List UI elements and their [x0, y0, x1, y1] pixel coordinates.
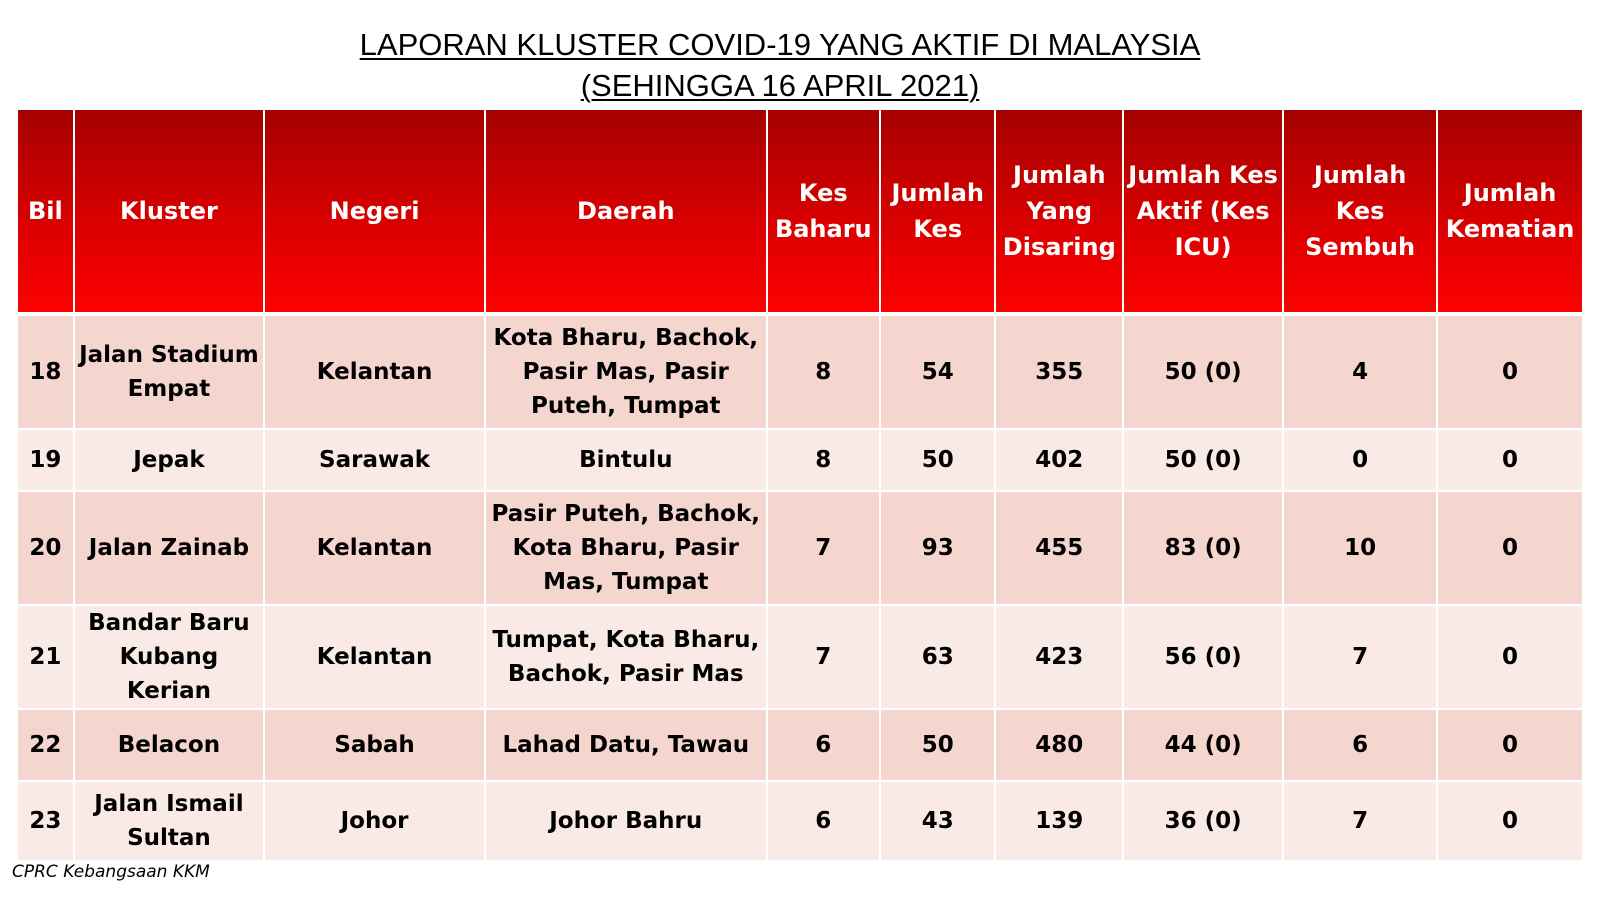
cell-jumlah-kes-sembuh: 0	[1284, 430, 1436, 492]
title-line-2: (SEHINGGA 16 APRIL 2021)	[580, 68, 980, 103]
cell-jumlah-kes: 50	[881, 430, 994, 492]
cell-jumlah-kes-aktif: 50 (0)	[1124, 430, 1282, 492]
cell-jumlah-kes: 50	[881, 710, 994, 782]
cell-daerah: Lahad Datu, Tawau	[486, 710, 766, 782]
cell-jumlah-kes-sembuh: 4	[1284, 316, 1436, 430]
cell-jumlah-disaring: 139	[996, 782, 1122, 862]
cell-daerah: Tumpat, Kota Bharu, Bachok, Pasir Mas	[486, 606, 766, 710]
table-row	[18, 606, 1582, 710]
cell-kluster: Jepak	[75, 430, 263, 492]
cell-kluster: Belacon	[75, 710, 263, 782]
cell-jumlah-kematian: 0	[1438, 316, 1582, 430]
cell-daerah: Pasir Puteh, Bachok, Kota Bharu, Pasir Mas, Tumpat	[486, 492, 766, 606]
header-negeri: Negeri	[265, 110, 484, 316]
cell-negeri: Kelantan	[265, 492, 484, 606]
cell-jumlah-kematian: 0	[1438, 782, 1582, 862]
cell-jumlah-kes-sembuh: 10	[1284, 492, 1436, 606]
cell-kes-baharu: 8	[768, 316, 879, 430]
cell-kes-baharu: 6	[768, 710, 879, 782]
table-row	[18, 710, 1582, 782]
cell-jumlah-kes-sembuh: 7	[1284, 782, 1436, 862]
cell-jumlah-kes-aktif: 36 (0)	[1124, 782, 1282, 862]
cell-jumlah-kematian: 0	[1438, 430, 1582, 492]
cell-kes-baharu: 7	[768, 492, 879, 606]
header-kluster: Kluster	[75, 110, 263, 316]
header-bil: Bil	[18, 110, 73, 316]
cell-bil: 19	[18, 430, 73, 492]
cell-bil: 20	[18, 492, 73, 606]
cell-jumlah-kematian: 0	[1438, 710, 1582, 782]
cell-negeri: Kelantan	[265, 316, 484, 430]
header-jumlah-kes: Jumlah Kes	[881, 110, 994, 316]
cell-daerah: Bintulu	[486, 430, 766, 492]
cell-jumlah-kes-sembuh: 7	[1284, 606, 1436, 710]
table-row	[18, 316, 1582, 430]
cell-jumlah-disaring: 402	[996, 430, 1122, 492]
cell-daerah: Kota Bharu, Bachok, Pasir Mas, Pasir Puteh, Tumpat	[486, 316, 766, 430]
table-header-row	[18, 110, 1582, 316]
cell-kluster: Jalan Ismail Sultan	[75, 782, 263, 862]
title-line-1: LAPORAN KLUSTER COVID-19 YANG AKTIF DI MALAYSIA	[359, 27, 1201, 62]
cell-negeri: Sarawak	[265, 430, 484, 492]
header-jumlah-disaring: Jumlah Yang Disaring	[996, 110, 1122, 316]
cell-bil: 23	[18, 782, 73, 862]
cell-kluster: Jalan Stadium Empat	[75, 316, 263, 430]
header-daerah: Daerah	[486, 110, 766, 316]
cluster-table	[16, 110, 1584, 862]
header-jumlah-kematian: Jumlah Kematian	[1438, 110, 1582, 316]
cell-kes-baharu: 8	[768, 430, 879, 492]
report-title	[0, 24, 1560, 106]
cell-jumlah-kes: 63	[881, 606, 994, 710]
cell-jumlah-kes-aktif: 50 (0)	[1124, 316, 1282, 430]
cell-kluster: Bandar Baru Kubang Kerian	[75, 606, 263, 710]
cell-kes-baharu: 6	[768, 782, 879, 862]
cell-bil: 22	[18, 710, 73, 782]
table-row	[18, 782, 1582, 862]
cell-jumlah-disaring: 455	[996, 492, 1122, 606]
source-footer: CPRC Kebangsaan KKM	[12, 862, 210, 882]
cell-jumlah-kes-aktif: 44 (0)	[1124, 710, 1282, 782]
cell-jumlah-kematian: 0	[1438, 606, 1582, 710]
cell-bil: 18	[18, 316, 73, 430]
cell-jumlah-kes: 54	[881, 316, 994, 430]
header-jumlah-kes-sembuh: Jumlah Kes Sembuh	[1284, 110, 1436, 316]
cell-jumlah-kes-sembuh: 6	[1284, 710, 1436, 782]
cell-negeri: Sabah	[265, 710, 484, 782]
cell-jumlah-kes-aktif: 56 (0)	[1124, 606, 1282, 710]
cell-negeri: Kelantan	[265, 606, 484, 710]
table-row	[18, 492, 1582, 606]
cell-jumlah-kematian: 0	[1438, 492, 1582, 606]
cell-bil: 21	[18, 606, 73, 710]
cell-kluster: Jalan Zainab	[75, 492, 263, 606]
header-kes-baharu: Kes Baharu	[768, 110, 879, 316]
cell-jumlah-disaring: 480	[996, 710, 1122, 782]
cell-daerah: Johor Bahru	[486, 782, 766, 862]
table-row	[18, 430, 1582, 492]
header-jumlah-kes-aktif: Jumlah Kes Aktif (Kes ICU)	[1124, 110, 1282, 316]
cell-jumlah-disaring: 355	[996, 316, 1122, 430]
cell-jumlah-kes: 93	[881, 492, 994, 606]
cell-jumlah-disaring: 423	[996, 606, 1122, 710]
cell-kes-baharu: 7	[768, 606, 879, 710]
cell-jumlah-kes: 43	[881, 782, 994, 862]
cell-jumlah-kes-aktif: 83 (0)	[1124, 492, 1282, 606]
cell-negeri: Johor	[265, 782, 484, 862]
